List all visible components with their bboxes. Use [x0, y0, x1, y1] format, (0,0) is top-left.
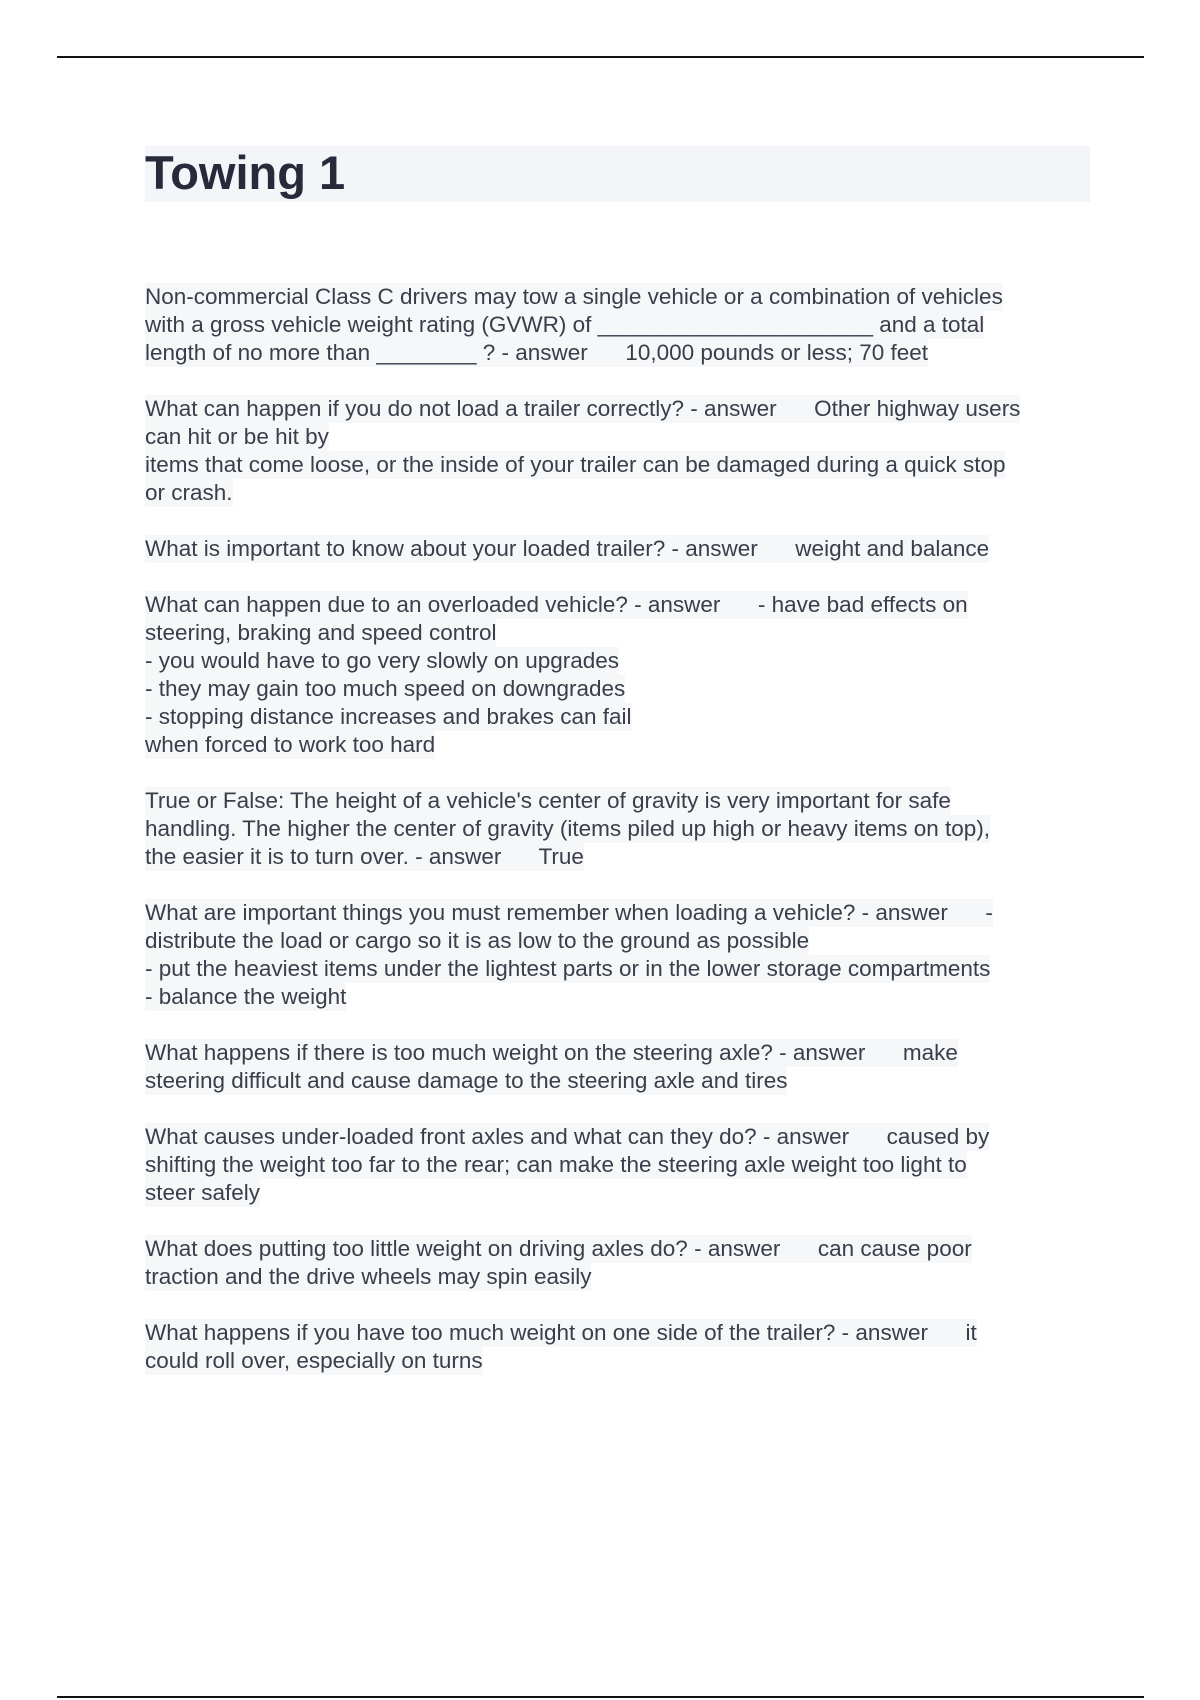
top-divider — [57, 56, 1144, 58]
qa-text-line: Non-commercial Class C drivers may tow a single vehicle or a combination of vehicles — [145, 284, 1003, 309]
qa-text-line: could roll over, especially on turns — [145, 1348, 483, 1373]
qa-text-line: What happens if there is too much weight on the steering axle? - answer make — [145, 1040, 958, 1065]
qa-text-line: traction and the drive wheels may spin easily — [145, 1264, 592, 1289]
qa-item — [145, 535, 1090, 563]
qa-text-line: What causes under-loaded front axles and what can they do? - answer caused by — [145, 1124, 990, 1149]
qa-text-line: handling. The higher the center of gravity (items piled up high or heavy items on top), — [145, 816, 991, 841]
qa-text-line: What can happen due to an overloaded vehicle? - answer - have bad effects on — [145, 592, 968, 617]
qa-item — [145, 1039, 1090, 1095]
qa-text-line: True or False: The height of a vehicle's center of gravity is very important for safe — [145, 788, 951, 813]
qa-text-line: shifting the weight too far to the rear; can make the steering axle weight too light to — [145, 1152, 967, 1177]
qa-item — [145, 1123, 1090, 1207]
qa-text-line: steering difficult and cause damage to the steering axle and tires — [145, 1068, 788, 1093]
qa-text-line: steer safely — [145, 1180, 261, 1205]
qa-text-line: - put the heaviest items under the lightest parts or in the lower storage compartments — [145, 956, 991, 981]
qa-item — [145, 395, 1090, 507]
question-answer-list — [145, 283, 1090, 1403]
qa-item — [145, 1319, 1090, 1375]
qa-item — [145, 787, 1090, 871]
qa-text-line: items that come loose, or the inside of your trailer can be damaged during a quick stop — [145, 452, 1006, 477]
qa-text-line: - stopping distance increases and brakes can fail — [145, 704, 632, 729]
qa-text-line: distribute the load or cargo so it is as low to the ground as possible — [145, 928, 810, 953]
qa-text-line: with a gross vehicle weight rating (GVWR) of ______________________ and a total — [145, 312, 985, 337]
qa-text-line: What happens if you have too much weight on one side of the trailer? - answer it — [145, 1320, 977, 1345]
qa-text-line: when forced to work too hard — [145, 732, 436, 757]
qa-text-line: can hit or be hit by — [145, 424, 329, 449]
qa-item — [145, 283, 1090, 367]
qa-text-line: What can happen if you do not load a trailer correctly? - answer Other highway users — [145, 396, 1021, 421]
qa-item — [145, 899, 1090, 1011]
qa-text-line: What are important things you must remember when loading a vehicle? - answer - — [145, 900, 993, 925]
qa-text-line: length of no more than ________ ? - answer 10,000 pounds or less; 70 feet — [145, 340, 929, 365]
page-title: Towing 1 — [145, 146, 346, 199]
qa-text-line: steering, braking and speed control — [145, 620, 497, 645]
qa-text-line: the easier it is to turn over. - answer True — [145, 844, 584, 869]
qa-item — [145, 591, 1090, 759]
qa-text-line: - they may gain too much speed on downgrades — [145, 676, 626, 701]
qa-text-line: What does putting too little weight on driving axles do? - answer can cause poor — [145, 1236, 972, 1261]
qa-text-line: or crash. — [145, 480, 233, 505]
qa-text-line: - balance the weight — [145, 984, 347, 1009]
qa-item — [145, 1235, 1090, 1291]
bottom-divider — [57, 1696, 1144, 1698]
qa-text-line: - you would have to go very slowly on upgrades — [145, 648, 620, 673]
qa-text-line: What is important to know about your loaded trailer? - answer weight and balance — [145, 536, 990, 561]
